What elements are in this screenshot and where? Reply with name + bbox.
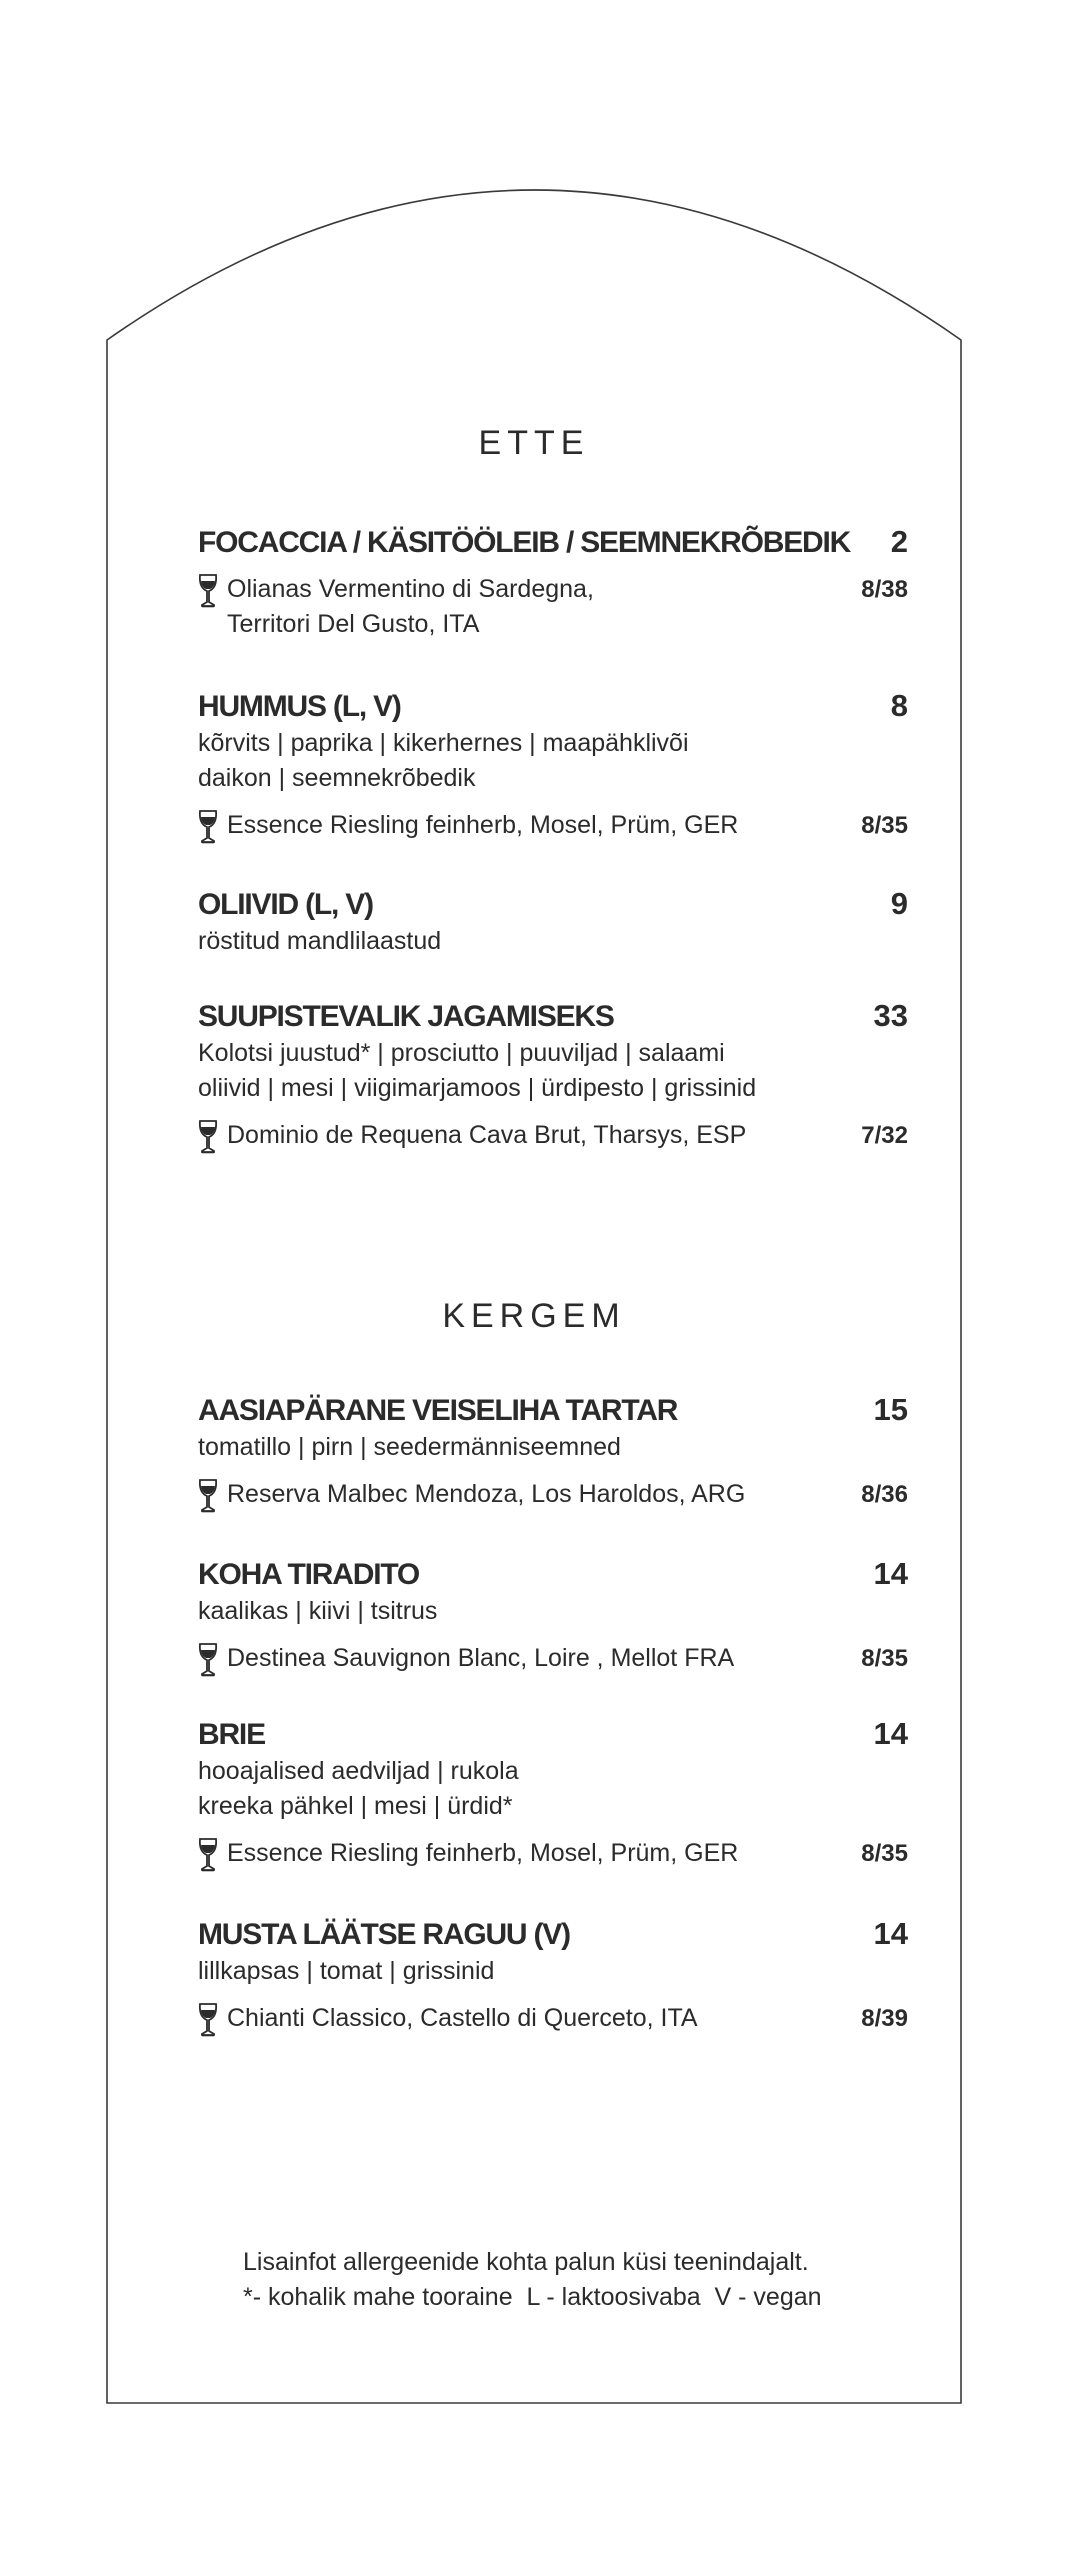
wine-pairing (198, 1118, 908, 1154)
wine-pairing (198, 1836, 908, 1872)
wine-name: Reserva Malbec Mendoza, Los Haroldos, ARG (227, 1480, 746, 1508)
section-title-kergem: KERGEM (442, 1297, 626, 1335)
item-name: AASIAPÄRANE VEISELIHA TARTAR (198, 1394, 678, 1427)
item-description: hooajalised aedviljad | rukola kreeka pähkel | mesi | ürdid* (198, 1757, 519, 1820)
wine-name: Dominio de Requena Cava Brut, Tharsys, ESP (227, 1121, 747, 1149)
footer-line-legend: *- kohalik mahe tooraine L - laktoosivaba V - vegan (243, 2283, 822, 2311)
wine-glass-icon (198, 1641, 227, 1677)
menu-item-oliivid (198, 886, 908, 959)
wine-pairing (198, 1641, 908, 1677)
item-description: Kolotsi juustud* | prosciutto | puuviljad | salaami oliivid | mesi | viigimarjamoos | ürdipesto | grissinid (198, 1039, 757, 1102)
wine-price: 7/32 (861, 1122, 908, 1149)
wine-glass-icon (198, 572, 227, 608)
wine-price: 8/35 (861, 1645, 908, 1672)
wine-name: Essence Riesling feinherb, Mosel, Prüm, GER (227, 811, 739, 839)
menu-item-brie (198, 1716, 908, 1872)
item-description: röstitud mandlilaastud (198, 927, 442, 955)
wine-name: Olianas Vermentino di Sardegna, Territori Del Gusto, ITA (227, 575, 594, 638)
menu-item-hummus (198, 688, 908, 844)
item-name: KOHA TIRADITO (198, 1558, 420, 1591)
footer-line-allergens: Lisainfot allergeenide kohta palun küsi teenindajalt. (243, 2248, 809, 2276)
section-title-ette: ETTE (478, 424, 590, 462)
item-price: 14 (873, 1916, 908, 1951)
item-description: kõrvits | paprika | kikerhernes | maapähklivõi daikon | seemnekrõbedik (198, 729, 689, 792)
wine-pairing (198, 808, 908, 844)
item-name: HUMMUS (L, V) (198, 690, 401, 723)
menu-item-suupistevalik (198, 998, 908, 1154)
wine-pairing (198, 1477, 908, 1513)
item-price: 15 (873, 1392, 908, 1427)
item-name: MUSTA LÄÄTSE RAGUU (V) (198, 1918, 570, 1951)
wine-price: 8/35 (861, 1840, 908, 1867)
item-name: SUUPISTEVALIK JAGAMISEKS (198, 1000, 614, 1033)
menu-item-lentil-ragout (198, 1916, 908, 2037)
wine-pairing (198, 572, 908, 642)
menu-item-koha-tiradito (198, 1556, 908, 1677)
wine-price: 8/39 (861, 2005, 908, 2032)
wine-pairing (198, 2001, 908, 2037)
wine-glass-icon (198, 1477, 227, 1513)
item-price: 8 (890, 688, 908, 723)
wine-name: Essence Riesling feinherb, Mosel, Prüm, GER (227, 1839, 739, 1867)
wine-price: 8/38 (861, 576, 908, 603)
item-price: 14 (873, 1556, 908, 1591)
item-price: 2 (890, 524, 908, 559)
wine-price: 8/36 (861, 1481, 908, 1508)
wine-glass-icon (198, 1118, 227, 1154)
wine-name: Chianti Classico, Castello di Querceto, ITA (227, 2004, 698, 2032)
allergen-footer (243, 2245, 822, 2315)
item-price: 9 (890, 886, 908, 921)
wine-glass-icon (198, 1836, 227, 1872)
item-description: lillkapsas | tomat | grissinid (198, 1957, 495, 1985)
item-name: BRIE (198, 1718, 265, 1751)
item-description: tomatillo | pirn | seedermänniseemned (198, 1433, 621, 1461)
menu-item-tartar (198, 1392, 908, 1513)
item-description: kaalikas | kiivi | tsitrus (198, 1597, 438, 1625)
wine-glass-icon (198, 2001, 227, 2037)
item-price: 14 (873, 1716, 908, 1751)
item-price: 33 (873, 998, 908, 1033)
item-name: OLIIVID (L, V) (198, 888, 373, 921)
wine-price: 8/35 (861, 812, 908, 839)
wine-glass-icon (198, 808, 227, 844)
item-name: FOCACCIA / KÄSITÖÖLEIB / SEEMNEKRÕBEDIK (198, 526, 851, 559)
menu-item-focaccia (198, 524, 908, 642)
wine-name: Destinea Sauvignon Blanc, Loire , Mellot FRA (227, 1644, 735, 1672)
